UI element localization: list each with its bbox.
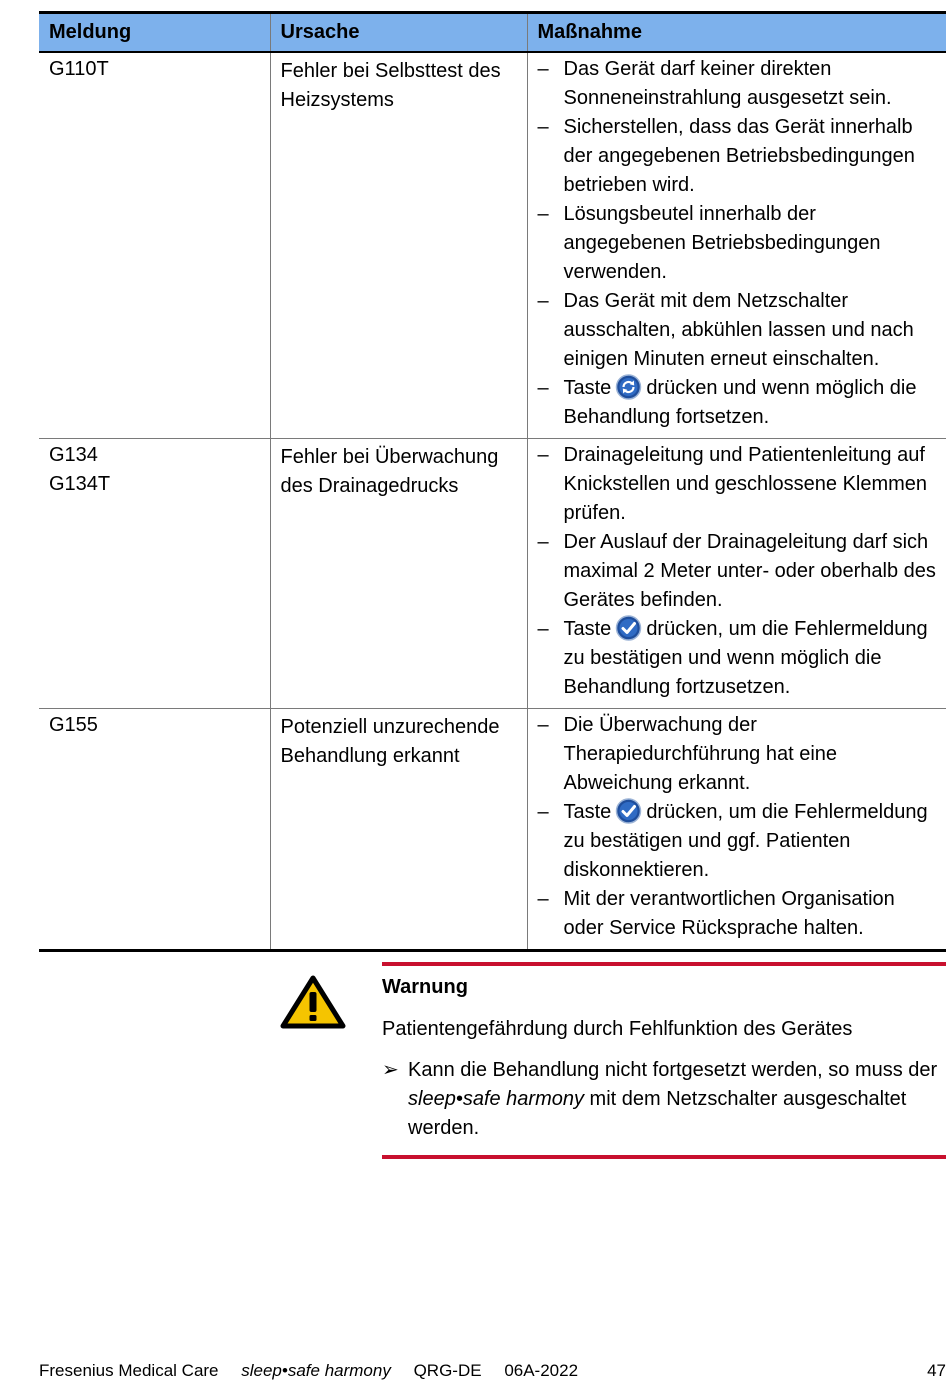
- cell-massnahme: [527, 439, 946, 709]
- action-text: Die Überwachung der Therapiedurchführung hat eine Abweichung erkannt.: [563, 714, 838, 794]
- table-header-row: [39, 13, 946, 53]
- dash-bullet: –: [537, 290, 549, 312]
- action-item: [538, 113, 937, 200]
- action-text: Taste: [563, 377, 612, 399]
- footer-version: 06A-2022: [504, 1361, 579, 1380]
- action-text: Drainageleitung und Patientenleitung auf Knickstellen und geschlossene Klemmen prüfen.: [563, 444, 928, 524]
- action-item: [538, 55, 937, 113]
- warning-top-line: [382, 962, 946, 966]
- dash-bullet: –: [537, 116, 549, 138]
- action-list: [538, 711, 937, 943]
- warning-action-pre: Kann die Behandlung nicht fortgesetzt werden, so muss der: [408, 1059, 938, 1081]
- error-code: G110T: [49, 58, 109, 80]
- table-row: [39, 439, 946, 709]
- action-list: [538, 55, 937, 432]
- error-code: G134: [49, 444, 98, 466]
- action-item: [538, 441, 937, 528]
- table-row: [39, 52, 946, 439]
- dash-bullet: –: [537, 714, 549, 736]
- action-item: [538, 528, 937, 615]
- action-item: [538, 374, 937, 432]
- action-text: Sicherstellen, dass das Gerät innerhalb der angegebenen Betriebsbedingungen betrieben wird.: [563, 116, 915, 196]
- action-text: Mit der verantwortlichen Organisation oder Service Rücksprache halten.: [563, 888, 895, 939]
- error-code: G155: [49, 714, 98, 736]
- warning-action: [382, 1056, 946, 1143]
- action-item: [538, 711, 937, 798]
- dash-bullet: –: [537, 377, 549, 399]
- action-text: Der Auslauf der Drainageleitung darf sich maximal 2 Meter unter- oder oberhalb des Gerätes befinden.: [563, 531, 936, 611]
- action-item: [538, 200, 937, 287]
- warning-title: Warnung: [382, 976, 468, 998]
- action-text: Das Gerät mit dem Netzschalter ausschalten, abkühlen lassen und nach einigen Minuten erneut einschalten.: [563, 290, 914, 370]
- footer-product: sleep•safe harmony: [241, 1361, 391, 1380]
- warning-text: Patientengefährdung durch Fehlfunktion des Gerätes: [382, 1018, 853, 1040]
- confirm-button-icon: [615, 615, 642, 641]
- dash-bullet: –: [537, 888, 549, 910]
- footer-doc: QRG-DE: [413, 1361, 482, 1380]
- header-meldung: Meldung: [39, 13, 270, 53]
- page-footer: [39, 1361, 946, 1381]
- cell-meldung: [39, 52, 270, 439]
- header-ursache: Ursache: [270, 13, 527, 53]
- dash-bullet: –: [537, 444, 549, 466]
- cell-ursache: Fehler bei Überwachung des Drainagedrucks: [270, 439, 527, 709]
- action-item: [538, 287, 937, 374]
- dash-bullet: –: [537, 801, 549, 823]
- cell-meldung: [39, 709, 270, 951]
- cell-massnahme: [527, 709, 946, 951]
- action-text: Taste: [563, 801, 612, 823]
- action-text-post: drücken und wenn möglich die Behandlung fortsetzen.: [563, 377, 917, 428]
- error-table: [39, 11, 946, 952]
- warning-action-product: sleep•safe harmony: [408, 1088, 584, 1110]
- action-text-post: drücken, um die Fehlermeldung zu bestätigen und ggf. Patienten diskonnektieren.: [563, 801, 928, 881]
- table-row: [39, 709, 946, 951]
- restart-button-icon: [615, 374, 642, 400]
- dash-bullet: –: [537, 531, 549, 553]
- page-number: 47: [927, 1361, 946, 1380]
- cell-meldung: [39, 439, 270, 709]
- action-list: [538, 441, 937, 702]
- action-text-post: drücken, um die Fehlermeldung zu bestätigen und wenn möglich die Behandlung fortzusetzen.: [563, 618, 928, 698]
- action-text: Das Gerät darf keiner direkten Sonneneinstrahlung ausgesetzt sein.: [563, 58, 892, 109]
- warning-triangle-icon: [280, 975, 346, 1029]
- action-text: Taste: [563, 618, 612, 640]
- cell-ursache: Potenziell unzurechende Behandlung erkannt: [270, 709, 527, 951]
- cell-ursache: Fehler bei Selbsttest des Heizsystems: [270, 52, 527, 439]
- warning-action-post: mit dem Netzschalter ausgeschaltet werden.: [408, 1088, 907, 1139]
- footer-company: Fresenius Medical Care: [39, 1361, 219, 1380]
- warning-box: [382, 962, 946, 1159]
- confirm-button-icon: [615, 798, 642, 824]
- error-code: G134T: [49, 473, 111, 495]
- action-item: [538, 885, 937, 943]
- action-item: [538, 615, 937, 702]
- arrow-icon: ➢: [382, 1059, 399, 1081]
- dash-bullet: –: [537, 58, 549, 80]
- warning-bottom-line: [382, 1155, 946, 1159]
- header-massnahme: Maßnahme: [527, 13, 946, 53]
- cell-massnahme: [527, 52, 946, 439]
- dash-bullet: –: [537, 203, 549, 225]
- dash-bullet: –: [537, 618, 549, 640]
- action-item: [538, 798, 937, 885]
- action-text: Lösungsbeutel innerhalb der angegebenen Betriebsbedingungen verwenden.: [563, 203, 881, 283]
